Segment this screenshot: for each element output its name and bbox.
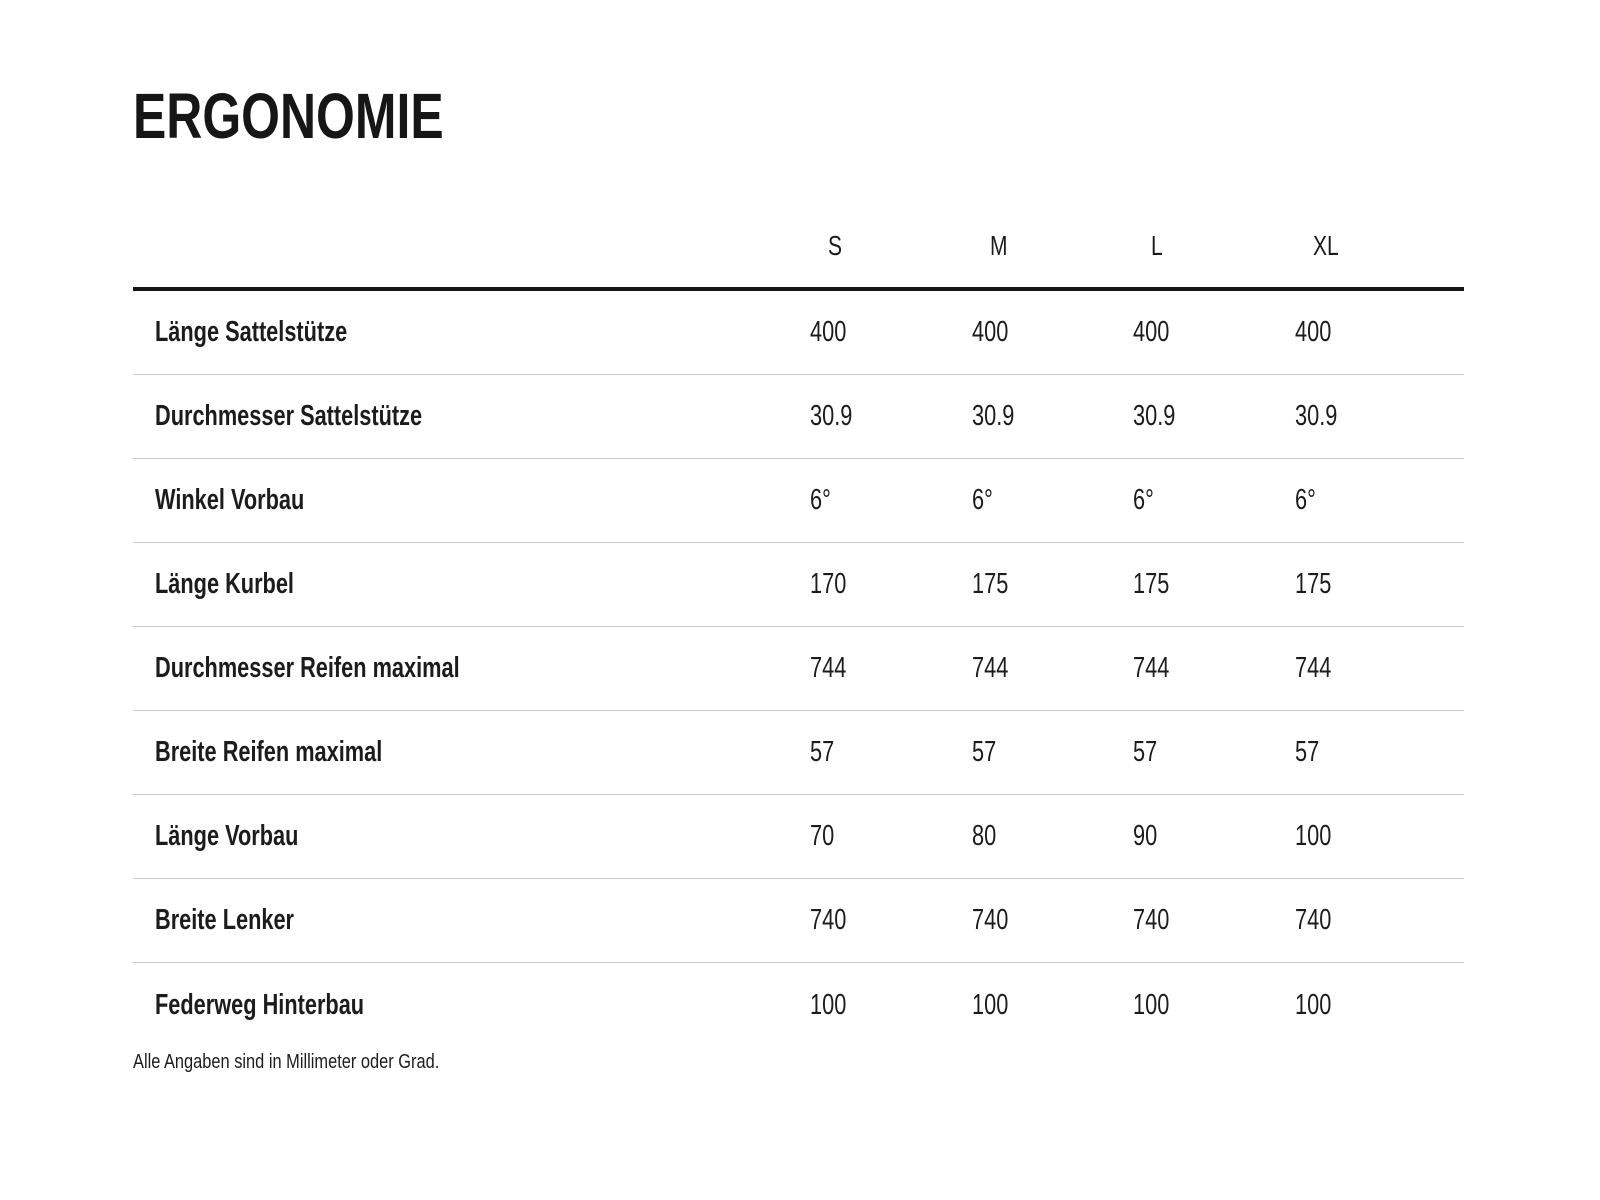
value-cell bbox=[1295, 652, 1464, 685]
column-header-label: S bbox=[828, 230, 843, 261]
value-cell bbox=[1133, 736, 1295, 769]
value-cell bbox=[1133, 400, 1295, 433]
value-cell bbox=[1295, 736, 1464, 769]
table-row bbox=[133, 795, 1464, 879]
value-cell bbox=[1295, 316, 1464, 349]
value-cell bbox=[972, 989, 1133, 1022]
row-label: Länge Sattelstütze bbox=[155, 316, 348, 348]
row-label-cell bbox=[133, 820, 810, 853]
cell-value: 740 bbox=[972, 904, 1009, 936]
cell-value: 400 bbox=[1133, 316, 1170, 348]
value-cell bbox=[972, 652, 1133, 685]
row-label-cell bbox=[133, 400, 810, 433]
table-row bbox=[133, 879, 1464, 963]
value-cell bbox=[1295, 904, 1464, 937]
table-row bbox=[133, 627, 1464, 711]
row-label: Breite Reifen maximal bbox=[155, 736, 383, 768]
table-row bbox=[133, 459, 1464, 543]
row-label-cell bbox=[133, 316, 810, 349]
cell-value: 175 bbox=[972, 568, 1009, 600]
page-title-text: ERGONOMIE bbox=[133, 80, 444, 152]
value-cell bbox=[810, 316, 972, 349]
cell-value: 740 bbox=[1295, 904, 1332, 936]
row-label-cell bbox=[133, 736, 810, 769]
cell-value: 744 bbox=[810, 652, 847, 684]
row-label: Federweg Hinterbau bbox=[155, 988, 365, 1021]
cell-value: 80 bbox=[972, 820, 997, 852]
value-cell bbox=[1295, 484, 1464, 517]
value-cell bbox=[972, 568, 1133, 601]
value-cell bbox=[1295, 820, 1464, 853]
cell-value: 175 bbox=[1133, 568, 1170, 600]
value-cell bbox=[1133, 904, 1295, 937]
value-cell bbox=[972, 904, 1133, 937]
cell-value: 90 bbox=[1133, 820, 1158, 852]
value-cell bbox=[810, 989, 972, 1022]
cell-value: 57 bbox=[972, 736, 997, 768]
value-cell bbox=[972, 820, 1133, 853]
ergonomics-table bbox=[133, 205, 1464, 1047]
cell-value: 6° bbox=[810, 484, 831, 516]
row-label: Durchmesser Reifen maximal bbox=[155, 652, 460, 684]
column-header-label: XL bbox=[1313, 230, 1339, 261]
value-cell bbox=[810, 484, 972, 517]
cell-value: 175 bbox=[1295, 568, 1332, 600]
row-label: Länge Vorbau bbox=[155, 820, 299, 852]
column-header-s bbox=[810, 230, 972, 262]
row-label: Durchmesser Sattelstütze bbox=[155, 400, 423, 432]
row-label: Winkel Vorbau bbox=[155, 484, 305, 516]
value-cell bbox=[1133, 568, 1295, 601]
value-cell bbox=[810, 736, 972, 769]
cell-value: 30.9 bbox=[972, 400, 1015, 432]
cell-value: 30.9 bbox=[810, 400, 853, 432]
units-footnote bbox=[133, 1051, 507, 1074]
table-row bbox=[133, 291, 1464, 375]
value-cell bbox=[1133, 652, 1295, 685]
value-cell bbox=[810, 820, 972, 853]
value-cell bbox=[1295, 989, 1464, 1022]
value-cell bbox=[1133, 316, 1295, 349]
cell-value: 6° bbox=[972, 484, 993, 516]
row-label-cell bbox=[133, 568, 810, 601]
cell-value: 70 bbox=[810, 820, 835, 852]
cell-value: 30.9 bbox=[1295, 400, 1338, 432]
value-cell bbox=[1133, 820, 1295, 853]
column-header-xl bbox=[1295, 230, 1464, 262]
column-header-m bbox=[972, 230, 1133, 262]
units-footnote-text: Alle Angaben sind in Millimeter oder Grad. bbox=[133, 1051, 440, 1073]
cell-value: 100 bbox=[1133, 988, 1170, 1021]
table-row bbox=[133, 375, 1464, 459]
column-header-label: M bbox=[990, 230, 1008, 261]
value-cell bbox=[810, 400, 972, 433]
row-label: Länge Kurbel bbox=[155, 568, 294, 600]
cell-value: 6° bbox=[1295, 484, 1316, 516]
cell-value: 57 bbox=[1133, 736, 1158, 768]
row-label: Breite Lenker bbox=[155, 904, 295, 936]
cell-value: 57 bbox=[1295, 736, 1320, 768]
cell-value: 744 bbox=[972, 652, 1009, 684]
cell-value: 100 bbox=[1295, 988, 1332, 1021]
cell-value: 30.9 bbox=[1133, 400, 1176, 432]
value-cell bbox=[1133, 989, 1295, 1022]
cell-value: 400 bbox=[972, 316, 1009, 348]
row-label-cell bbox=[133, 484, 810, 517]
value-cell bbox=[810, 904, 972, 937]
table-row bbox=[133, 543, 1464, 627]
cell-value: 740 bbox=[1133, 904, 1170, 936]
page-title bbox=[133, 80, 531, 152]
cell-value: 740 bbox=[810, 904, 847, 936]
table-header-row bbox=[133, 205, 1464, 291]
column-header-label: L bbox=[1151, 230, 1163, 261]
cell-value: 57 bbox=[810, 736, 835, 768]
value-cell bbox=[1133, 484, 1295, 517]
value-cell bbox=[1295, 568, 1464, 601]
cell-value: 100 bbox=[810, 988, 847, 1021]
value-cell bbox=[972, 400, 1133, 433]
value-cell bbox=[972, 316, 1133, 349]
value-cell bbox=[810, 568, 972, 601]
row-label-cell bbox=[133, 652, 810, 685]
value-cell bbox=[1295, 400, 1464, 433]
row-label-cell bbox=[133, 989, 810, 1022]
cell-value: 744 bbox=[1295, 652, 1332, 684]
column-header-l bbox=[1133, 230, 1295, 262]
cell-value: 100 bbox=[1295, 820, 1332, 852]
cell-value: 744 bbox=[1133, 652, 1170, 684]
table-row bbox=[133, 963, 1464, 1047]
value-cell bbox=[972, 736, 1133, 769]
cell-value: 400 bbox=[810, 316, 847, 348]
cell-value: 400 bbox=[1295, 316, 1332, 348]
value-cell bbox=[810, 652, 972, 685]
table-row bbox=[133, 711, 1464, 795]
cell-value: 170 bbox=[810, 568, 847, 600]
cell-value: 100 bbox=[972, 988, 1009, 1021]
value-cell bbox=[972, 484, 1133, 517]
row-label-cell bbox=[133, 904, 810, 937]
cell-value: 6° bbox=[1133, 484, 1154, 516]
